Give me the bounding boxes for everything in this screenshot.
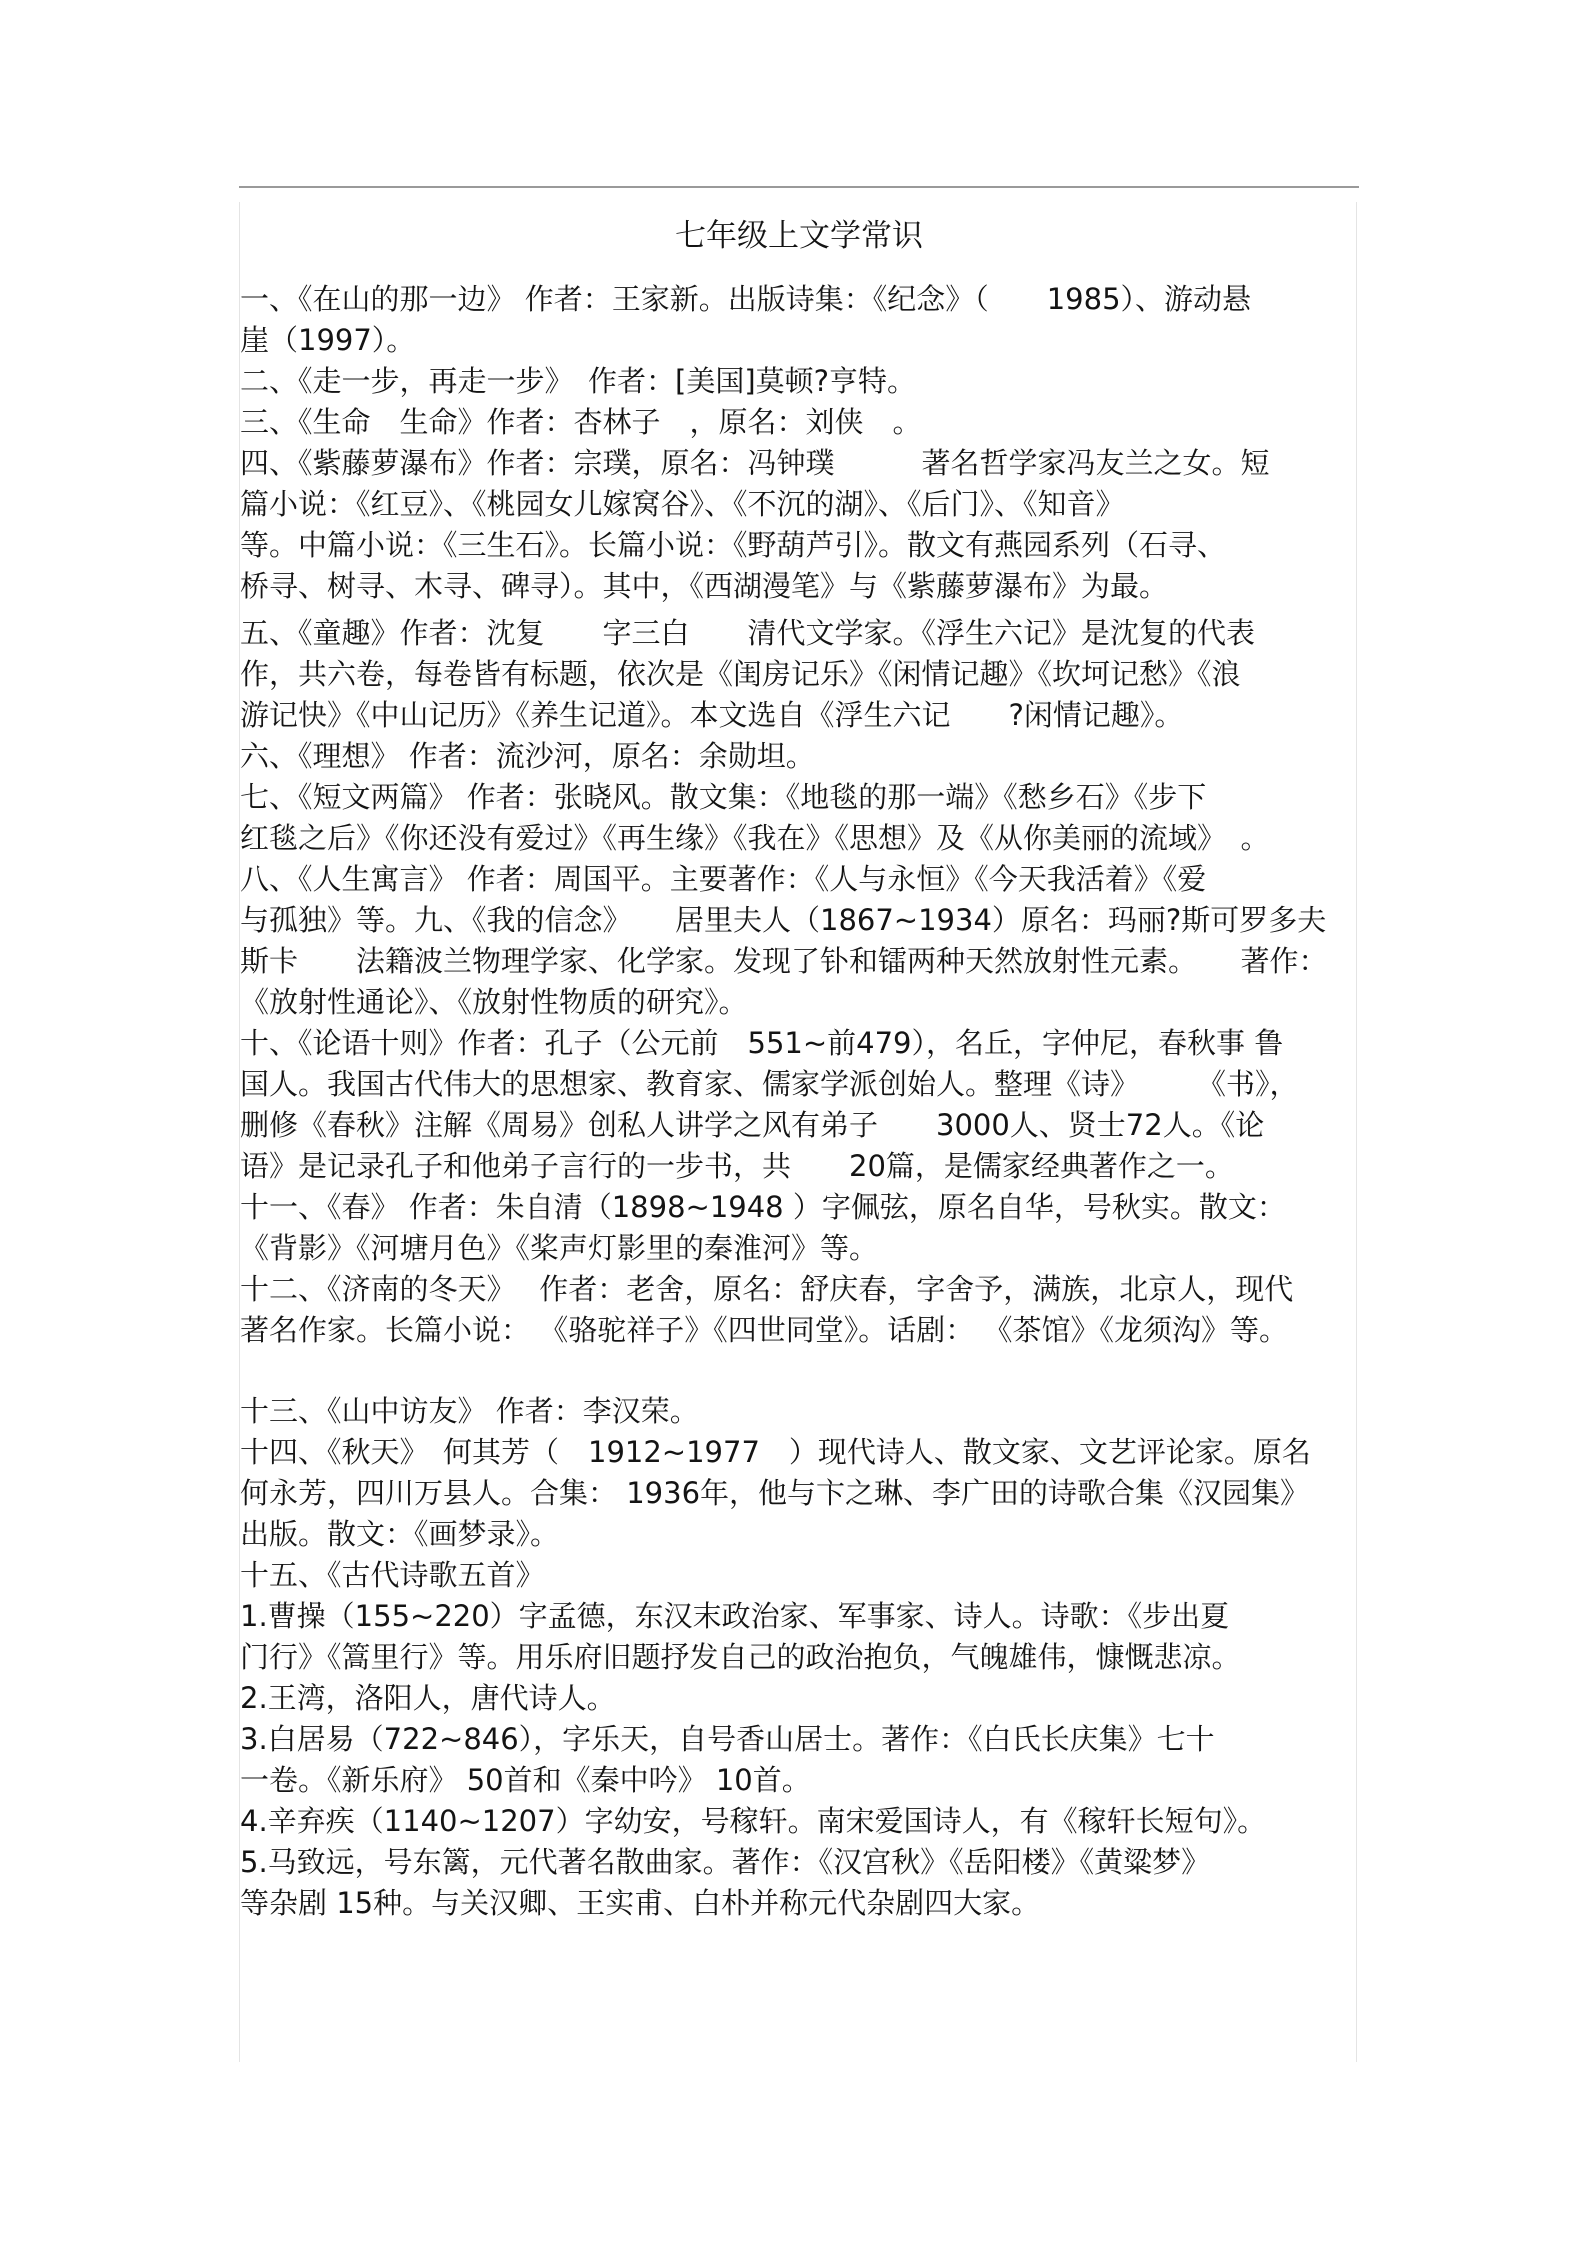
text-line: 等杂剧 15种。与关汉卿、王实甫、白朴并称元代杂剧四大家。 <box>240 1886 1041 1920</box>
text-line: 篇小说：《红豆》、《桃园女儿嫁窝谷》、《不沉的湖》、《后门》、《知音》 <box>240 487 1125 521</box>
text-line: 四、《紫藤萝瀑布》作者：宗璞，原名：冯钟璞 著名哲学家冯友兰之女。短 <box>240 446 1270 480</box>
text-line: 1.曹操（155~220）字孟德，东汉末政治家、军事家、诗人。诗歌：《步出夏 <box>240 1599 1230 1633</box>
text-line: 十五、《古代诗歌五首》 <box>240 1558 545 1592</box>
text-line: 五、《童趣》作者：沈复 字三白 清代文学家。《浮生六记》是沈复的代表 <box>240 616 1256 650</box>
text-line: 红毯之后》《你还没有爱过》《再生缘》《我在》《思想》及《从你美丽的流域》 。 <box>240 821 1270 855</box>
text-line: 出版。散文：《画梦录》。 <box>240 1517 560 1551</box>
text-line: 5.马致远，号东篱，元代著名散曲家。著作：《汉宫秋》《岳阳楼》《黄粱梦》 <box>240 1845 1211 1879</box>
text-line: 何永芳，四川万县人。合集： 1936年，他与卞之琳、李广田的诗歌合集《汉园集》 <box>240 1476 1310 1510</box>
text-line: 十四、《秋天》 何其芳（ 1912~1977 ）现代诗人、散文家、文艺评论家。原名 <box>240 1435 1311 1469</box>
text-line: 门行》《篙里行》等。用乐府旧题抒发自己的政治抱负，气魄雄伟，慷慨悲凉。 <box>240 1640 1241 1674</box>
text-line: 七、《短文两篇》 作者：张晓风。散文集：《地毯的那一端》《愁乡石》《步下 <box>240 780 1207 814</box>
text-line: 作，共六卷，每卷皆有标题，依次是《闺房记乐》《闲情记趣》《坎坷记愁》《浪 <box>240 657 1241 691</box>
text-line: 2.王湾，洛阳人，唐代诗人。 <box>240 1681 616 1715</box>
text-line: 二、《走一步，再走一步》 作者：[美国]莫顿?亨特。 <box>240 364 917 398</box>
text-line: 《背影》《河塘月色》《桨声灯影里的秦淮河》等。 <box>240 1231 879 1265</box>
document-title: 七年级上文学常识 <box>675 218 923 254</box>
text-line: 与孤独》等。九、《我的信念》 居里夫人（1867~1934）原名：玛丽?斯可罗多夫 <box>240 903 1327 937</box>
text-line: 游记快》《中山记历》《养生记道》。本文选自《浮生六记 ?闲情记趣》。 <box>240 698 1184 732</box>
text-line: 《放射性通论》、《放射性物质的研究》。 <box>240 985 748 1019</box>
text-line: 十、《论语十则》作者：孔子（公元前 551~前479），名丘，字仲尼，春秋事 鲁 <box>240 1026 1284 1060</box>
text-line: 等。中篇小说：《三生石》。长篇小说：《野葫芦引》。散文有燕园系列（石寻、 <box>240 528 1227 562</box>
text-line: 桥寻、树寻、木寻、碑寻）。其中，《西湖漫笔》与《紫藤萝瀑布》为最。 <box>240 569 1169 603</box>
text-line: 4.辛弃疾（1140~1207）字幼安，号稼轩。南宋爱国诗人，有《稼轩长短句》。 <box>240 1804 1267 1838</box>
text-line: 3.白居易（722~846），字乐天，自号香山居士。著作：《白氏长庆集》七十 <box>240 1722 1215 1756</box>
text-line: 十二、《济南的冬天》 作者：老舍，原名：舒庆春，字舍予，满族，北京人，现代 <box>240 1272 1294 1306</box>
frame-right-border <box>1356 202 1357 2062</box>
text-line: 六、《理想》 作者：流沙河，原名：余勋坦。 <box>240 739 815 773</box>
text-line: 八、《人生寓言》 作者：周国平。主要著作：《人与永恒》《今天我活着》《爱 <box>240 862 1207 896</box>
top-rule <box>239 186 1359 188</box>
text-line: 一、《在山的那一边》 作者：王家新。出版诗集：《纪念》（ 1985）、游动悬 <box>240 282 1252 316</box>
text-line: 斯卡 法籍波兰物理学家、化学家。发现了钋和镭两种天然放射性元素。 著作： <box>240 944 1328 978</box>
text-line: 三、《生命 生命》作者：杏林子 ，原名：刘侠 。 <box>240 405 922 439</box>
text-line: 著名作家。长篇小说： 《骆驼祥子》《四世同堂》。话剧： 《茶馆》《龙须沟》等。 <box>240 1313 1288 1347</box>
text-line: 语》是记录孔子和他弟子言行的一步书，共 20篇，是儒家经典著作之一。 <box>240 1149 1234 1183</box>
text-line: 国人。我国古代伟大的思想家、教育家、儒家学派创始人。整理《诗》 《书》， <box>240 1067 1299 1101</box>
text-line: 删修《春秋》注解《周易》创私人讲学之风有弟子 3000人、贤士72人。《论 <box>240 1108 1265 1142</box>
text-line: 崖（1997）。 <box>240 323 416 357</box>
text-line: 十三、《山中访友》 作者：李汉荣。 <box>240 1394 699 1428</box>
text-line: 十一、《春》 作者：朱自清（1898~1948 ）字佩弦，原名自华，号秋实。散文： <box>240 1190 1286 1224</box>
text-line: 一卷。《新乐府》 50首和《秦中吟》 10首。 <box>240 1763 811 1797</box>
